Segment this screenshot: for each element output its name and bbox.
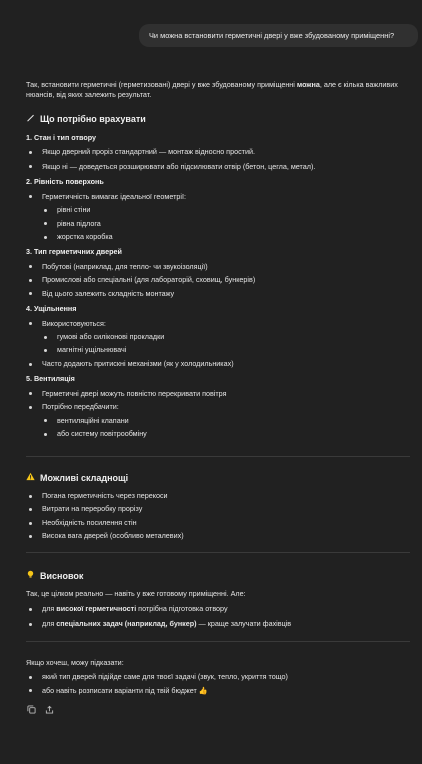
item-prefix: для	[42, 604, 57, 614]
user-message-bubble	[139, 24, 418, 47]
difficulties-heading-text: Можливі складнощі	[40, 473, 129, 483]
item-prefix: для	[42, 618, 57, 628]
item-bold: високої герметичності	[56, 604, 137, 614]
group-list-5	[26, 389, 401, 440]
list-item: Часто додають притискні механізми (як у холодильниках)	[26, 359, 401, 369]
offer-list	[26, 672, 401, 696]
list-item: Якщо дверний проріз стандартний — монтаж відносно простий.	[26, 147, 401, 157]
group-heading-4: 4. Ущільнення	[26, 304, 77, 314]
list-item: Якщо ні — доведеться розширювати або підсилювати отвір (бетон, цегла, метал).	[26, 162, 401, 172]
message-actions	[27, 705, 54, 714]
list-item: Використовуються:	[26, 319, 401, 329]
list-item: Промислові або спеціальні (для лабораторій, сховищ, бункерів)	[26, 275, 401, 285]
list-item: Від цього залежить складність монтажу	[26, 289, 401, 299]
list-item: Витрати на переробку прорізу	[26, 504, 401, 514]
intro-text-bold: можна	[296, 80, 320, 89]
intro-text-before: Так, встановити герметичні (герметизовані) двері у вже збудованому приміщенні	[26, 80, 297, 89]
group-list-3	[26, 262, 401, 299]
list-item: Висока вага дверей (особливо металевих)	[26, 531, 401, 541]
list-subitem: магнітні ущільнювачі	[26, 345, 401, 355]
item-suffix: потрібна підготовка отвору	[136, 604, 228, 614]
consider-heading-text: Що потрібно врахувати	[40, 113, 146, 124]
offer-section	[26, 658, 401, 696]
list-item: Потрібно передбачити:	[26, 402, 401, 412]
answer-intro	[26, 80, 401, 101]
conclusion-section	[26, 570, 401, 629]
difficulties-section	[26, 472, 401, 542]
conclusion-heading	[26, 570, 401, 583]
list-subitem: жорстка коробка	[26, 232, 401, 242]
item-suffix: — краще залучати фахівців	[196, 618, 292, 628]
list-item: або навіть розписати варіанти під твій бюджет 👍	[26, 686, 401, 696]
list-item: Герметичність вимагає ідеальної геометрії:	[26, 192, 401, 202]
consider-heading	[26, 113, 401, 126]
divider	[26, 641, 410, 642]
difficulties-heading	[26, 472, 401, 485]
offer-text: Якщо хочеш, можу підказати:	[26, 658, 124, 667]
difficulties-list	[26, 491, 401, 542]
list-item: який тип дверей підійде саме для твоєї задачі (звук, тепло, укриття тощо)	[26, 672, 401, 682]
assistant-answer	[26, 80, 401, 440]
lightbulb-icon	[26, 570, 35, 583]
list-item	[26, 604, 401, 614]
list-item: Герметичні двері можуть повністю перекривати повітря	[26, 389, 401, 399]
divider	[26, 552, 410, 553]
group-heading-2: 2. Рівність поверхонь	[26, 177, 104, 187]
list-subitem: рівна підлога	[26, 219, 401, 229]
list-subitem: або систему повітрообміну	[26, 429, 401, 439]
divider	[26, 456, 410, 457]
group-heading-5: 5. Вентиляція	[26, 374, 75, 384]
list-item	[26, 619, 401, 629]
item-bold: спеціальних задач (наприклад, бункер)	[56, 618, 197, 628]
intro-text-after: , але є кілька важливих нюансів, від яких залежить результат.	[26, 80, 398, 100]
share-icon[interactable]	[45, 705, 54, 714]
conclusion-text: Так, це цілком реально — навіть у вже готовому приміщенні. Але:	[26, 589, 246, 599]
conclusion-list	[26, 604, 401, 629]
group-list-4	[26, 319, 401, 370]
list-subitem: вентиляційні клапани	[26, 416, 401, 426]
copy-icon[interactable]	[27, 705, 36, 714]
list-item: Побутові (наприклад, для тепло- чи звукоізоляції)	[26, 262, 401, 272]
pencil-icon	[26, 113, 35, 126]
list-item: Необхідність посилення стін	[26, 518, 401, 528]
group-list-1	[26, 147, 401, 172]
list-subitem: рівні стіни	[26, 205, 401, 215]
list-item: Погана герметичність через перекоси	[26, 491, 401, 501]
list-subitem: гумові або силіконові прокладки	[26, 332, 401, 342]
group-heading-3: 3. Тип герметичних дверей	[26, 247, 122, 257]
user-message-text: Чи можна встановити герметичні двері у вже збудованому приміщенні?	[149, 31, 395, 40]
warning-icon	[26, 472, 35, 485]
group-list-2	[26, 192, 401, 243]
group-heading-1: 1. Стан і тип отвору	[26, 132, 97, 142]
conclusion-heading-text: Висновок	[40, 571, 84, 581]
